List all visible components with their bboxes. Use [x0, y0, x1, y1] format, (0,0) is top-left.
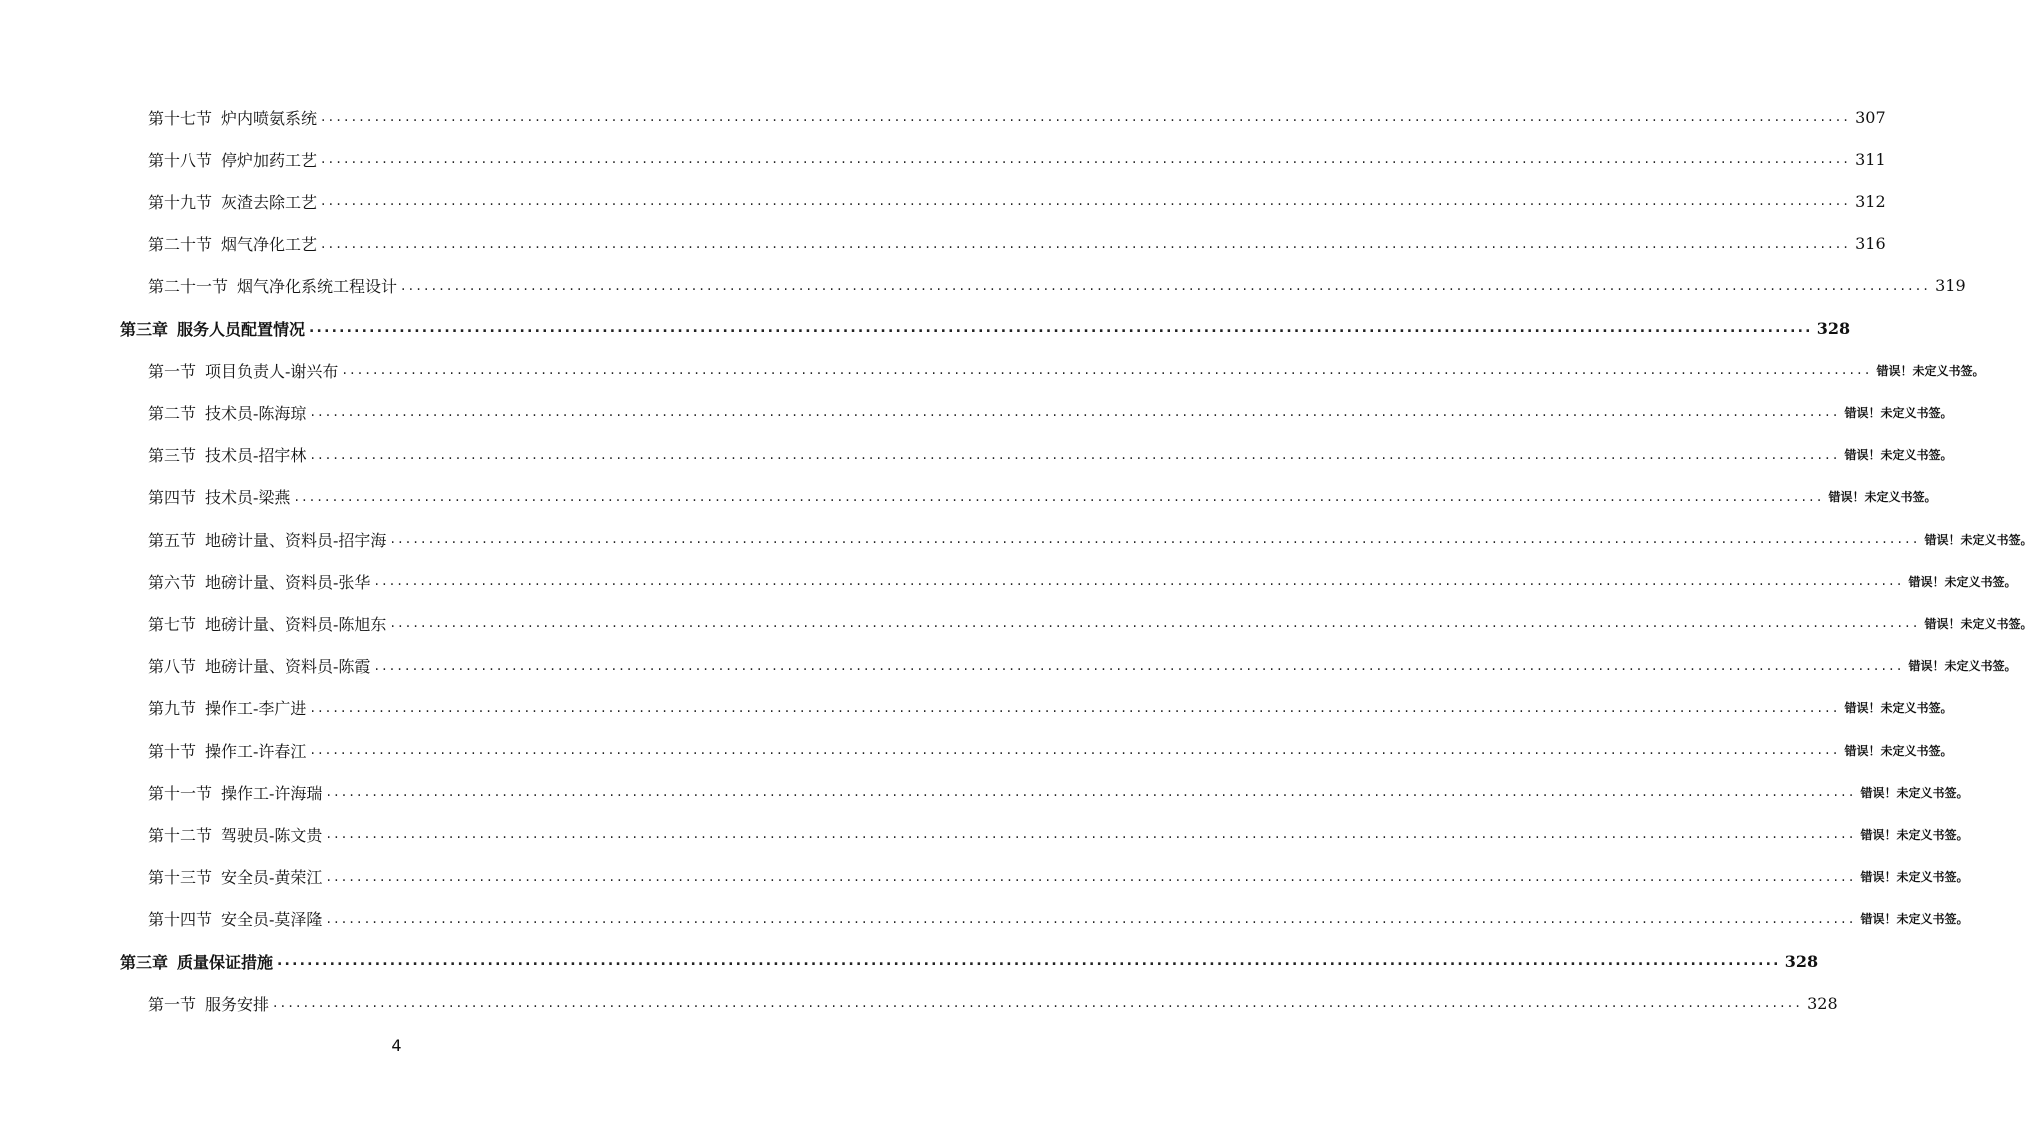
toc-entry-label [148, 696, 306, 719]
toc-entry-label [148, 528, 386, 551]
toc-leader-dots: ........................................................................................................................................................................................................ [310, 742, 1841, 758]
toc-section-entry[interactable] [148, 693, 1953, 723]
toc-entry-number: 第八节 [148, 657, 197, 677]
toc-entry-number: 第三章 [120, 952, 169, 972]
toc-entry-number: 第五节 [148, 530, 197, 550]
toc-leader-dots: ........................................................................................................................................................................................................ [390, 615, 1921, 632]
toc-entry-label [148, 190, 317, 213]
toc-section-entry[interactable] [148, 186, 1886, 216]
toc-entry-title: 服务人员配置情况 [177, 319, 306, 339]
toc-entry-title: 质量保证措施 [177, 952, 274, 972]
toc-entry-title: 地磅计量、资料员-陈旭东 [205, 614, 387, 634]
toc-entry-title: 技术员-招宇林 [205, 446, 307, 466]
toc-entry-label [148, 274, 397, 297]
toc-entry-number: 第十二节 [148, 825, 213, 845]
toc-entry-label [120, 317, 305, 340]
toc-section-entry[interactable] [148, 102, 1886, 132]
toc-section-entry[interactable] [148, 651, 2017, 681]
toc-entry-title: 烟气净化系统工程设计 [237, 277, 398, 297]
toc-section-entry[interactable] [148, 440, 1953, 470]
toc-entry-title: 驾驶员-陈文贵 [221, 825, 323, 845]
toc-entry-number: 第一节 [148, 361, 197, 381]
toc-entry-error-text: 错误！未定义书签。 [1844, 448, 1953, 463]
toc-entry-number: 第九节 [148, 699, 197, 719]
toc-entry-page: 311 [1855, 149, 1886, 169]
toc-entry-page: 316 [1855, 234, 1886, 254]
toc-entry-error-text: 错误！未定义书签。 [1860, 827, 1969, 842]
toc-entry-number: 第一节 [148, 994, 197, 1014]
toc-entry-number: 第十九节 [148, 192, 213, 212]
toc-leader-dots: ........................................................................................................................................................................................................ [321, 151, 1852, 168]
toc-entry-label [120, 950, 273, 973]
toc-entry-title: 地磅计量、资料员-张华 [205, 572, 371, 592]
toc-leader-dots: ........................................................................................................................................................................................................ [321, 193, 1852, 210]
toc-section-entry[interactable] [148, 355, 1985, 385]
toc-entry-title: 炉内喷氨系统 [221, 108, 318, 128]
toc-entry-title: 停炉加药工艺 [221, 150, 318, 170]
toc-section-entry[interactable] [148, 144, 1886, 174]
toc-entry-page: 307 [1855, 107, 1886, 127]
toc-entry-label [148, 781, 322, 804]
toc-leader-dots: ........................................................................................................................................................................................................ [326, 868, 1857, 885]
toc-entry-error-text: 错误！未定义书签。 [1924, 532, 2033, 547]
toc-leader-dots: ........................................................................................................................................................................................................ [390, 531, 1921, 547]
toc-section-entry[interactable] [148, 608, 2033, 638]
toc-entry-number: 第十节 [148, 741, 197, 761]
toc-entry-error-text: 错误！未定义书签。 [1860, 912, 1969, 927]
toc-section-entry[interactable] [148, 988, 1838, 1018]
toc-leader-dots: ........................................................................................................................................................................................................ [374, 573, 1905, 590]
toc-entry-error-text: 错误！未定义书签。 [1860, 785, 1969, 800]
toc-leader-dots: ........................................................................................................................................................................................................ [310, 404, 1841, 421]
toc-entry-page: 328 [1807, 993, 1838, 1013]
toc-entry-title: 项目负责人-谢兴布 [205, 361, 339, 381]
toc-entry-label [148, 232, 317, 255]
toc-leader-dots: ........................................................................................................................................................................................................ [401, 277, 1932, 294]
toc-leader-dots: ........................................................................................................................................................................................................ [277, 953, 1781, 969]
toc-entry-title: 烟气净化工艺 [221, 235, 318, 255]
toc-chapter-entry[interactable] [120, 313, 1851, 343]
toc-entry-error-text: 错误！未定义书签。 [1908, 574, 2017, 589]
toc-leader-dots: ........................................................................................................................................................................................................ [326, 784, 1857, 801]
toc-leader-dots: ........................................................................................................................................................................................................ [321, 109, 1852, 125]
page-number: 4 [391, 1036, 402, 1055]
toc-leader-dots: ........................................................................................................................................................................................................ [374, 657, 1905, 674]
toc-entry-number: 第六节 [148, 572, 197, 592]
toc-section-entry[interactable] [148, 777, 1969, 807]
toc-section-entry[interactable] [148, 862, 1969, 892]
toc-leader-dots: ........................................................................................................................................................................................................ [321, 235, 1852, 252]
toc-entry-number: 第十一节 [148, 783, 213, 803]
toc-entry-error-text: 错误！未定义书签。 [1828, 490, 1937, 505]
toc-entry-error-text: 错误！未定义书签。 [1844, 405, 1953, 420]
toc-entry-number: 第四节 [148, 488, 197, 508]
toc-entry-number: 第三节 [148, 446, 197, 466]
toc-entry-error-text: 错误！未定义书签。 [1908, 659, 2017, 674]
toc-entry-error-text: 错误！未定义书签。 [1844, 701, 1953, 716]
toc-entry-label [148, 359, 338, 382]
toc-section-entry[interactable] [148, 819, 1969, 849]
toc-entry-label [148, 907, 322, 930]
toc-entry-number: 第二节 [148, 403, 197, 423]
toc-entry-title: 地磅计量、资料员-陈霞 [205, 657, 371, 677]
toc-section-entry[interactable] [148, 271, 1966, 301]
toc-entry-title: 操作工-许春江 [205, 741, 307, 761]
toc-entry-title: 技术员-陈海琼 [205, 403, 307, 423]
toc-entry-number: 第十四节 [148, 910, 213, 930]
toc-entry-label [148, 148, 317, 171]
toc-section-entry[interactable] [148, 735, 1953, 765]
toc-entry-label [148, 865, 322, 888]
toc-leader-dots: ........................................................................................................................................................................................................ [310, 446, 1841, 463]
toc-leader-dots: ........................................................................................................................................................................................................ [326, 826, 1857, 843]
toc-entry-page: 328 [1784, 951, 1819, 971]
toc-section-entry[interactable] [148, 482, 1937, 512]
toc-entry-error-text: 错误！未定义书签。 [1924, 616, 2033, 631]
toc-entry-page: 312 [1855, 191, 1886, 211]
toc-entry-label [148, 612, 386, 635]
toc-entry-number: 第十八节 [148, 150, 213, 170]
toc-entry-label [148, 739, 306, 762]
toc-entry-label [148, 823, 322, 846]
toc-leader-dots: ........................................................................................................................................................................................................ [309, 320, 1813, 336]
toc-entry-number: 第二十节 [148, 235, 213, 255]
toc-entry-number: 第七节 [148, 614, 197, 634]
toc-leader-dots: ........................................................................................................................................................................................................ [342, 362, 1873, 379]
toc-entry-title: 操作工-许海瑞 [221, 783, 323, 803]
toc-leader-dots: ........................................................................................................................................................................................................ [294, 488, 1825, 505]
toc-section-entry[interactable] [148, 397, 1953, 427]
toc-entry-page: 328 [1816, 318, 1851, 338]
toc-entry-error-text: 错误！未定义书签。 [1860, 870, 1969, 885]
toc-entry-title: 服务安排 [205, 994, 270, 1014]
toc-entry-error-text: 错误！未定义书签。 [1844, 743, 1953, 758]
toc-chapter-entry[interactable] [120, 946, 1819, 976]
toc-entry-title: 技术员-梁燕 [205, 488, 291, 508]
toc-entry-number: 第十七节 [148, 108, 213, 128]
toc-section-entry[interactable] [148, 566, 2017, 596]
toc-entry-page: 319 [1935, 276, 1966, 296]
toc-section-entry[interactable] [148, 904, 1969, 934]
toc-leader-dots: ........................................................................................................................................................................................................ [326, 910, 1857, 927]
toc-entry-label [148, 570, 370, 593]
toc-section-entry[interactable] [148, 229, 1886, 259]
toc-section-entry[interactable] [148, 524, 2033, 554]
toc-entry-error-text: 错误！未定义书签。 [1876, 363, 1985, 378]
toc-leader-dots: ........................................................................................................................................................................................................ [273, 995, 1804, 1012]
toc-leader-dots: ........................................................................................................................................................................................................ [310, 699, 1841, 716]
toc-entry-title: 操作工-李广进 [205, 699, 307, 719]
toc-entry-title: 地磅计量、资料员-招宇海 [205, 530, 387, 550]
toc-entry-number: 第十三节 [148, 868, 213, 888]
toc-entry-title: 灰渣去除工艺 [221, 192, 318, 212]
toc-entry-label [148, 106, 317, 129]
toc-entry-label [148, 654, 370, 677]
toc-entry-title: 安全员-莫泽隆 [221, 910, 323, 930]
toc-entry-title: 安全员-黄荣江 [221, 868, 323, 888]
toc-entry-label [148, 485, 290, 508]
toc-entry-label [148, 401, 306, 424]
toc-entry-number: 第二十一节 [148, 277, 229, 297]
toc-entry-label [148, 992, 269, 1015]
toc-entry-label [148, 443, 306, 466]
toc-entry-number: 第三章 [120, 319, 169, 339]
